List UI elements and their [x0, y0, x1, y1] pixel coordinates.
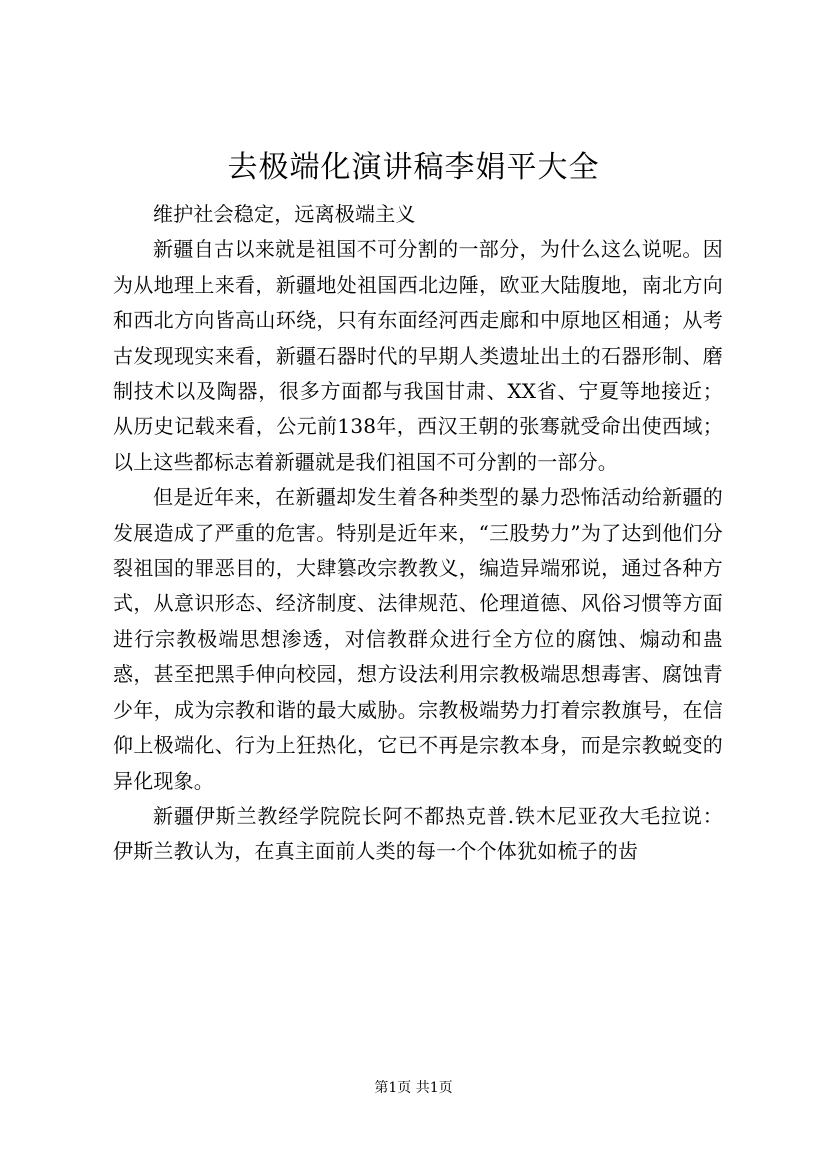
paragraph-1: 新疆自古以来就是祖国不可分割的一部分，为什么这么说呢。因为从地理上来看，新疆地处祖国西北边陲，欧亚大陆腹地，南北方向和西北方向皆高山环绕，只有东面经河西走廊和中原地区相通；从考古发现现实来看，新疆石器时代的早期人类遗址出土的石器形制、磨制技术以及陶器，很多方面都与我国甘肃、XX省、宁夏等地接近；从历史记载来看，公元前138年，西汉王朝的张骞就受命出使西域；以上这些都标志着新疆就是我们祖国不可分割的一部分。 — [113, 237, 723, 474]
paragraph-subtitle: 维护社会稳定，远离极端主义 — [153, 202, 416, 226]
paragraph-2: 但是近年来，在新疆却发生着各种类型的暴力恐怖活动给新疆的发展造成了严重的危害。特别是近年来，“三股势力”为了达到他们分裂祖国的罪恶目的，大肆篡改宗教教义，编造异端邪说，通过各种方式，从意识形态、经济制度、法律规范、伦理道德、风俗习惯等方面进行宗教极端思想渗透，对信教群众进行全方位的腐蚀、煽动和蛊惑，甚至把黑手伸向校园，想方设法利用宗教极端思想毒害、腐蚀青少年，成为宗教和谐的最大威胁。宗教极端势力打着宗教旗号，在信仰上极端化、行为上狂热化，它已不再是宗教本身，而是宗教蜕变的异化现象。 — [113, 485, 723, 793]
page-footer: 第1页 共1页 — [374, 1080, 453, 1096]
document-body — [113, 197, 723, 870]
paragraph-3: 新疆伊斯兰教经学院院长阿不都热克普.铁木尼亚孜大毛拉说：伊斯兰教认为，在真主面前人类的每一个个体犹如梳子的齿 — [113, 803, 723, 864]
document-title: 去极端化演讲稿李娟平大全 — [227, 150, 600, 185]
